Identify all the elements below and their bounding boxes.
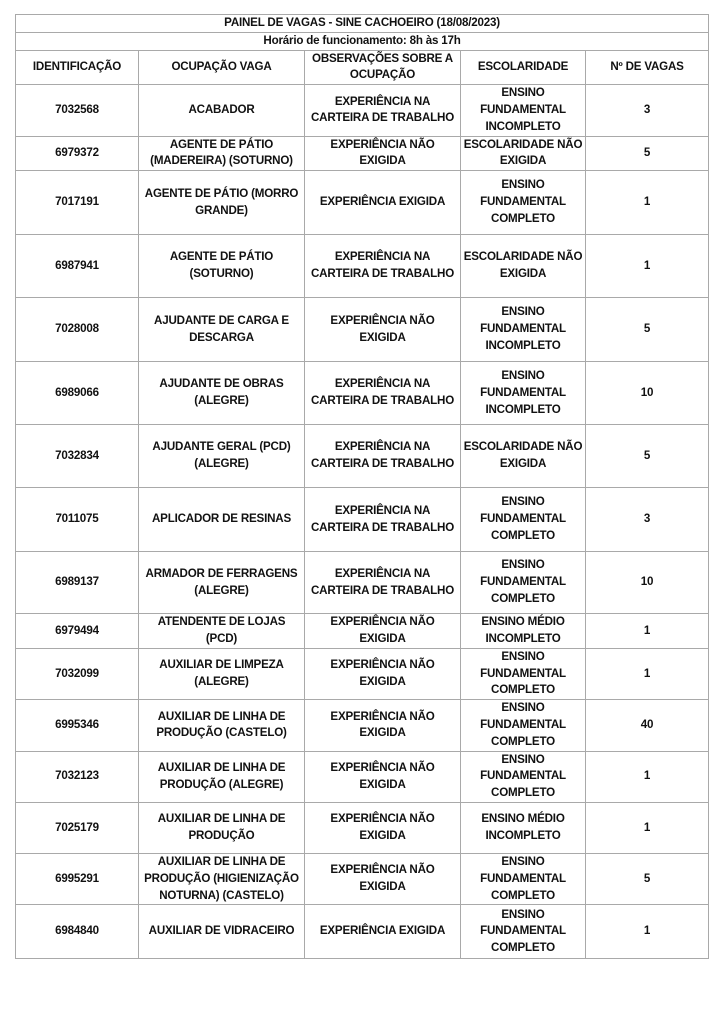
cell-occupation: AJUDANTE DE OBRAS (ALEGRE) bbox=[139, 362, 305, 425]
cell-occupation: AGENTE DE PÁTIO (SOTURNO) bbox=[139, 235, 305, 298]
cell-vacancies: 10 bbox=[586, 362, 709, 425]
cell-occupation: AUXILIAR DE LINHA DE PRODUÇÃO (HIGIENIZAÇÃO NOTURNA) (CASTELO) bbox=[139, 853, 305, 904]
cell-id: 6989137 bbox=[16, 552, 139, 614]
cell-vacancies: 1 bbox=[586, 802, 709, 853]
cell-observations: EXPERIÊNCIA NA CARTEIRA DE TRABALHO bbox=[305, 362, 461, 425]
cell-observations: EXPERIÊNCIA NA CARTEIRA DE TRABALHO bbox=[305, 235, 461, 298]
cell-education: ENSINO FUNDAMENTAL INCOMPLETO bbox=[461, 85, 586, 136]
table-row bbox=[16, 171, 709, 235]
cell-education: ENSINO FUNDAMENTAL INCOMPLETO bbox=[461, 362, 586, 425]
cell-observations: EXPERIÊNCIA NÃO EXIGIDA bbox=[305, 648, 461, 699]
table-row bbox=[16, 751, 709, 802]
table-row bbox=[16, 136, 709, 171]
cell-occupation: AGENTE DE PÁTIO (MADEREIRA) (SOTURNO) bbox=[139, 136, 305, 171]
cell-id: 7032123 bbox=[16, 751, 139, 802]
cell-vacancies: 5 bbox=[586, 425, 709, 488]
table-row bbox=[16, 362, 709, 425]
cell-education: ENSINO FUNDAMENTAL COMPLETO bbox=[461, 853, 586, 904]
cell-id: 6987941 bbox=[16, 235, 139, 298]
cell-id: 7032568 bbox=[16, 85, 139, 136]
cell-id: 6979494 bbox=[16, 614, 139, 649]
table-body bbox=[16, 85, 709, 959]
cell-education: ENSINO FUNDAMENTAL INCOMPLETO bbox=[461, 298, 586, 362]
table-row bbox=[16, 235, 709, 298]
cell-observations: EXPERIÊNCIA NA CARTEIRA DE TRABALHO bbox=[305, 425, 461, 488]
cell-education: ENSINO FUNDAMENTAL COMPLETO bbox=[461, 751, 586, 802]
column-header-observations: OBSERVAÇÕES SOBRE A OCUPAÇÃO bbox=[305, 50, 461, 85]
cell-education: ENSINO FUNDAMENTAL COMPLETO bbox=[461, 552, 586, 614]
cell-id: 6979372 bbox=[16, 136, 139, 171]
cell-education: ESCOLARIDADE NÃO EXIGIDA bbox=[461, 425, 586, 488]
cell-observations: EXPERIÊNCIA NA CARTEIRA DE TRABALHO bbox=[305, 85, 461, 136]
cell-vacancies: 1 bbox=[586, 648, 709, 699]
cell-occupation: ATENDENTE DE LOJAS (PCD) bbox=[139, 614, 305, 649]
cell-vacancies: 1 bbox=[586, 905, 709, 959]
cell-vacancies: 3 bbox=[586, 488, 709, 552]
header-row bbox=[16, 50, 709, 85]
cell-id: 7025179 bbox=[16, 802, 139, 853]
cell-observations: EXPERIÊNCIA NÃO EXIGIDA bbox=[305, 853, 461, 904]
cell-observations: EXPERIÊNCIA NÃO EXIGIDA bbox=[305, 802, 461, 853]
cell-vacancies: 5 bbox=[586, 853, 709, 904]
cell-education: ENSINO FUNDAMENTAL COMPLETO bbox=[461, 488, 586, 552]
cell-education: ENSINO FUNDAMENTAL COMPLETO bbox=[461, 905, 586, 959]
cell-vacancies: 1 bbox=[586, 614, 709, 649]
cell-education: ENSINO FUNDAMENTAL COMPLETO bbox=[461, 171, 586, 235]
table-row bbox=[16, 614, 709, 649]
cell-education: ENSINO MÉDIO INCOMPLETO bbox=[461, 802, 586, 853]
cell-occupation: AJUDANTE GERAL (PCD) (ALEGRE) bbox=[139, 425, 305, 488]
cell-occupation: ARMADOR DE FERRAGENS (ALEGRE) bbox=[139, 552, 305, 614]
cell-occupation: AGENTE DE PÁTIO (MORRO GRANDE) bbox=[139, 171, 305, 235]
cell-occupation: AUXILIAR DE LIMPEZA (ALEGRE) bbox=[139, 648, 305, 699]
cell-occupation: AUXILIAR DE LINHA DE PRODUÇÃO (CASTELO) bbox=[139, 700, 305, 751]
cell-occupation: AUXILIAR DE VIDRACEIRO bbox=[139, 905, 305, 959]
cell-observations: EXPERIÊNCIA NA CARTEIRA DE TRABALHO bbox=[305, 552, 461, 614]
cell-id: 7011075 bbox=[16, 488, 139, 552]
cell-education: ESCOLARIDADE NÃO EXIGIDA bbox=[461, 235, 586, 298]
cell-id: 6995291 bbox=[16, 853, 139, 904]
table-row bbox=[16, 802, 709, 853]
subtitle-row bbox=[16, 32, 709, 50]
cell-id: 6989066 bbox=[16, 362, 139, 425]
cell-vacancies: 40 bbox=[586, 700, 709, 751]
job-vacancies-table bbox=[15, 14, 709, 959]
column-header-education: ESCOLARIDADE bbox=[461, 50, 586, 85]
table-row bbox=[16, 488, 709, 552]
cell-education: ENSINO FUNDAMENTAL COMPLETO bbox=[461, 700, 586, 751]
cell-vacancies: 1 bbox=[586, 751, 709, 802]
table-row bbox=[16, 905, 709, 959]
column-header-occupation: OCUPAÇÃO VAGA bbox=[139, 50, 305, 85]
column-header-vacancies: Nº DE VAGAS bbox=[586, 50, 709, 85]
table-row bbox=[16, 700, 709, 751]
cell-observations: EXPERIÊNCIA EXIGIDA bbox=[305, 905, 461, 959]
cell-occupation: AJUDANTE DE CARGA E DESCARGA bbox=[139, 298, 305, 362]
cell-observations: EXPERIÊNCIA NÃO EXIGIDA bbox=[305, 136, 461, 171]
table-row bbox=[16, 648, 709, 699]
cell-observations: EXPERIÊNCIA NÃO EXIGIDA bbox=[305, 298, 461, 362]
column-header-id: IDENTIFICAÇÃO bbox=[16, 50, 139, 85]
cell-education: ENSINO MÉDIO INCOMPLETO bbox=[461, 614, 586, 649]
cell-occupation: ACABADOR bbox=[139, 85, 305, 136]
cell-education: ENSINO FUNDAMENTAL COMPLETO bbox=[461, 648, 586, 699]
cell-vacancies: 5 bbox=[586, 298, 709, 362]
cell-observations: EXPERIÊNCIA EXIGIDA bbox=[305, 171, 461, 235]
cell-id: 7032834 bbox=[16, 425, 139, 488]
cell-education: ESCOLARIDADE NÃO EXIGIDA bbox=[461, 136, 586, 171]
cell-vacancies: 1 bbox=[586, 235, 709, 298]
cell-vacancies: 3 bbox=[586, 85, 709, 136]
cell-id: 7032099 bbox=[16, 648, 139, 699]
cell-vacancies: 1 bbox=[586, 171, 709, 235]
cell-id: 6984840 bbox=[16, 905, 139, 959]
panel-title: PAINEL DE VAGAS - SINE CACHOEIRO (18/08/2023) bbox=[16, 15, 709, 33]
table-row bbox=[16, 552, 709, 614]
table-row bbox=[16, 425, 709, 488]
cell-observations: EXPERIÊNCIA NÃO EXIGIDA bbox=[305, 614, 461, 649]
title-row bbox=[16, 15, 709, 33]
cell-occupation: AUXILIAR DE LINHA DE PRODUÇÃO bbox=[139, 802, 305, 853]
cell-vacancies: 5 bbox=[586, 136, 709, 171]
cell-occupation: APLICADOR DE RESINAS bbox=[139, 488, 305, 552]
table-row bbox=[16, 853, 709, 904]
cell-id: 6995346 bbox=[16, 700, 139, 751]
cell-observations: EXPERIÊNCIA NÃO EXIGIDA bbox=[305, 751, 461, 802]
cell-id: 7028008 bbox=[16, 298, 139, 362]
cell-occupation: AUXILIAR DE LINHA DE PRODUÇÃO (ALEGRE) bbox=[139, 751, 305, 802]
table-row bbox=[16, 298, 709, 362]
cell-id: 7017191 bbox=[16, 171, 139, 235]
cell-observations: EXPERIÊNCIA NÃO EXIGIDA bbox=[305, 700, 461, 751]
cell-observations: EXPERIÊNCIA NA CARTEIRA DE TRABALHO bbox=[305, 488, 461, 552]
table-row bbox=[16, 85, 709, 136]
cell-vacancies: 10 bbox=[586, 552, 709, 614]
opening-hours: Horário de funcionamento: 8h às 17h bbox=[16, 32, 709, 50]
